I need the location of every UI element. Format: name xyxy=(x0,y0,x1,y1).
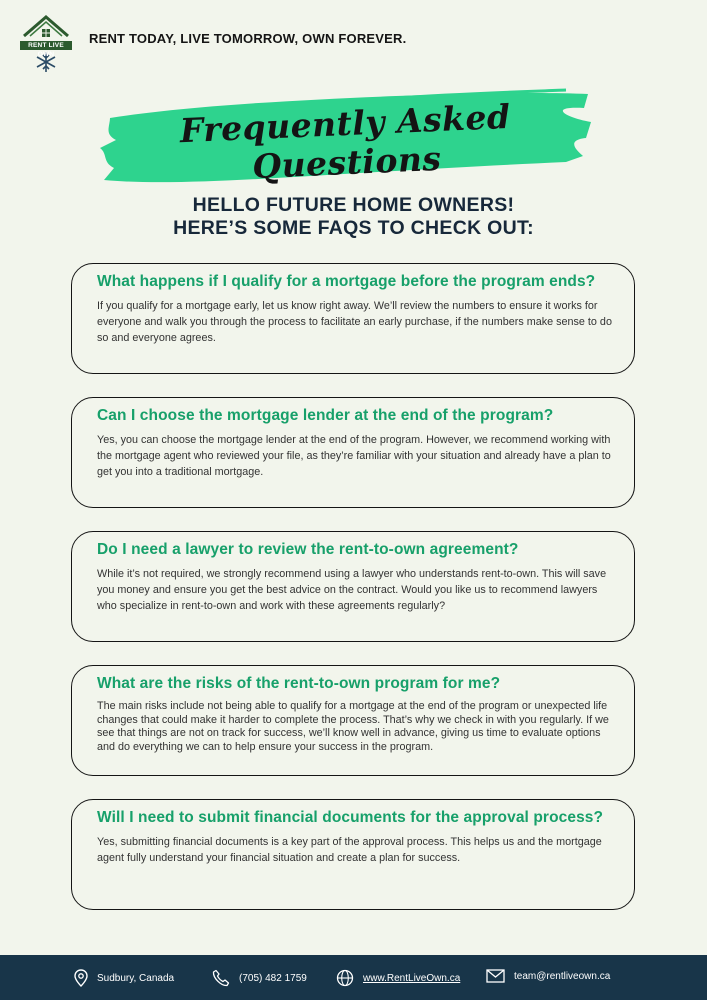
faq-answer: While it’s not required, we strongly recommend using a lawyer who understands rent-to-own. This will save you money and ensure you get the best advice on the contract. Would you like us to recommend lawyers who specialize in rent-to-own and work with these agreements regularly? xyxy=(97,568,607,612)
intro-line-2: HERE’S SOME FAQS TO CHECK OUT: xyxy=(173,217,534,239)
faq-answer: If you qualify for a mortgage early, let us know right away. We’ll review the numbers to ensure it works for everyone and walk you through the process to facilitate an early purchase, if the numbers make sense to do so and everyone agrees. xyxy=(97,300,612,344)
envelope-icon xyxy=(486,969,505,983)
location-text: Sudbury, Canada xyxy=(97,972,175,984)
header xyxy=(20,14,406,74)
faq-question: Can I choose the mortgage lender at the end of the program? xyxy=(97,407,554,424)
footer-email[interactable] xyxy=(486,969,610,983)
faq-question: What are the risks of the rent-to-own program for me? xyxy=(97,675,501,692)
globe-icon xyxy=(336,969,354,987)
footer-phone xyxy=(212,969,307,987)
intro-heading xyxy=(0,194,707,240)
faq-question: What happens if I qualify for a mortgage before the program ends? xyxy=(97,273,596,290)
faq-card xyxy=(71,665,635,776)
rent-live-own-logo xyxy=(20,14,72,74)
faq-card xyxy=(71,531,635,642)
website-link[interactable]: www.RentLiveOwn.ca xyxy=(363,972,461,984)
faq-answer: Yes, you can choose the mortgage lender at the end of the program. However, we recommend working with the mortgage agent who reviewed your file, as they’re familiar with your situation and already have a plan to get you into a traditional mortgage. xyxy=(97,434,611,478)
faq-answer: Yes, submitting financial documents is a key part of the approval process. This helps us and the mortgage agent fully understand your financial situation and create a plan for success. xyxy=(97,836,602,864)
location-pin-icon xyxy=(74,969,88,987)
logo-text: RENT LIVE OWN xyxy=(20,41,72,50)
footer-website[interactable] xyxy=(336,969,460,987)
footer xyxy=(0,955,707,1000)
faq-question: Do I need a lawyer to review the rent-to-own agreement? xyxy=(97,541,519,558)
faq-card xyxy=(71,397,635,508)
faq-card xyxy=(71,799,635,910)
tagline: RENT TODAY, LIVE TOMORROW, OWN FOREVER. xyxy=(89,30,407,46)
faq-card xyxy=(71,263,635,374)
faq-question: Will I need to submit financial documents for the approval process? xyxy=(97,809,604,826)
intro-line-1: HELLO FUTURE HOME OWNERS! xyxy=(192,194,515,216)
faq-answer: The main risks include not being able to qualify for a mortgage at the end of the program or unexpected life changes that could make it harder to complete the process. That’s why we check in with you regularly. If we see that things are not on track for success, we’ll know well in advance, giving us time to evaluate options and do everything we can to help ensure your success in the program. xyxy=(97,700,609,753)
phone-icon xyxy=(212,969,230,987)
email-link[interactable]: team@rentliveown.ca xyxy=(514,970,611,982)
faq-title: Frequently Asked Questions xyxy=(179,96,512,187)
footer-location xyxy=(74,969,174,987)
phone-text: (705) 482 1759 xyxy=(239,972,307,984)
